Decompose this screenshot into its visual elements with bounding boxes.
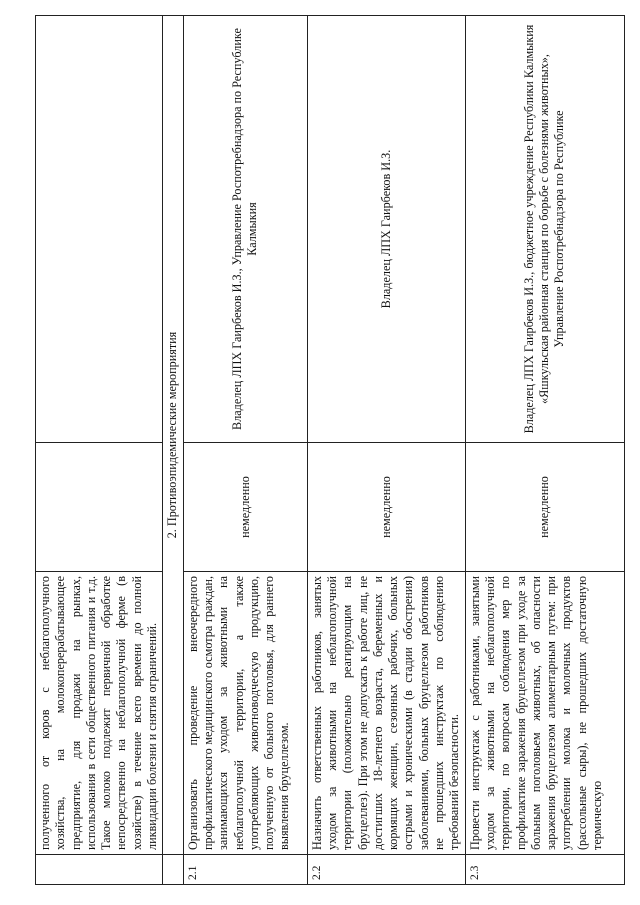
action-text: Организовать проведение внеочередного профилактического медицинского осмотра граждан, занимающихся уходом за животными на неблагополучной территории, а также употребляющих животноводческую продукцию, полученную от больного поголовья, для раннего выявления бруцеллезом. — [183, 572, 307, 855]
action-text: Назначить ответственных работников, занятых уходом за животными на неблагополучной территории (положительно реагирующим на бруцеллез). При этом не допускать к работе лиц, не достигших 18-летнего возраста, беременных и кормящих женщин, сезонных рабочих, больных острыми и хроническими (в стадии обострения) заболеваниями, больных бруцеллезом работников не прошедших инструктаж по соблюдению требований безопасности. — [307, 572, 465, 855]
section-number-cell — [163, 855, 183, 885]
table-row — [36, 16, 163, 885]
responsible-cell — [36, 16, 163, 443]
term-cell — [36, 443, 163, 572]
section-title: 2. Противоэпидемические мероприятия — [163, 16, 183, 855]
table-row — [465, 16, 624, 885]
row-number: 2.3 — [465, 855, 624, 885]
measures-table — [35, 15, 625, 885]
action-text: Провести инструктаж с работниками, занятыми уходом за животными на неблагополучной территории, по вопросам соблюдения мер по профилактике заражения бруцеллезом при уходе за больным поголовьем животных, об опасности заражения бруцеллезом алиментарным путем: при употреблении молока и молочных продуктов (рассольные сыры), не прошедших достаточную термическую — [465, 572, 624, 855]
term-cell: немедленно — [183, 443, 307, 572]
responsible-cell: Владелец ЛПХ Гаирбеков И.З. — [307, 16, 465, 443]
table-row — [307, 16, 465, 885]
row-number: 2.1 — [183, 855, 307, 885]
term-cell: немедленно — [465, 443, 624, 572]
section-header-row — [163, 16, 183, 885]
row-number: 2.2 — [307, 855, 465, 885]
row-number — [36, 855, 163, 885]
table-row — [183, 16, 307, 885]
action-text: полученного от коров с неблагополучного хозяйства, на молокоперерабатывающее предприятие, для продажи на рынках, использования в сети общественного питания и т.д. Такое молоко подлежит первичной обработке непосредственно на неблагополучной ферме (в хозяйстве) в течение всего времени до полной ликвидации болезни и снятия ограничений. — [36, 572, 163, 855]
responsible-cell: Владелец ЛПХ Гаирбеков И.З., бюджетное учреждение Республики Калмыкия «Яшкульская районная станция по борьбе с болезнями животных», Управление Роспотребнадзора по Республике — [465, 16, 624, 443]
rotated-document-page — [35, 15, 605, 885]
responsible-cell: Владелец ЛПХ Гаирбеков И.З., Управление Роспотребнадзора по Республике Калмыкия — [183, 16, 307, 443]
term-cell: немедленно — [307, 443, 465, 572]
